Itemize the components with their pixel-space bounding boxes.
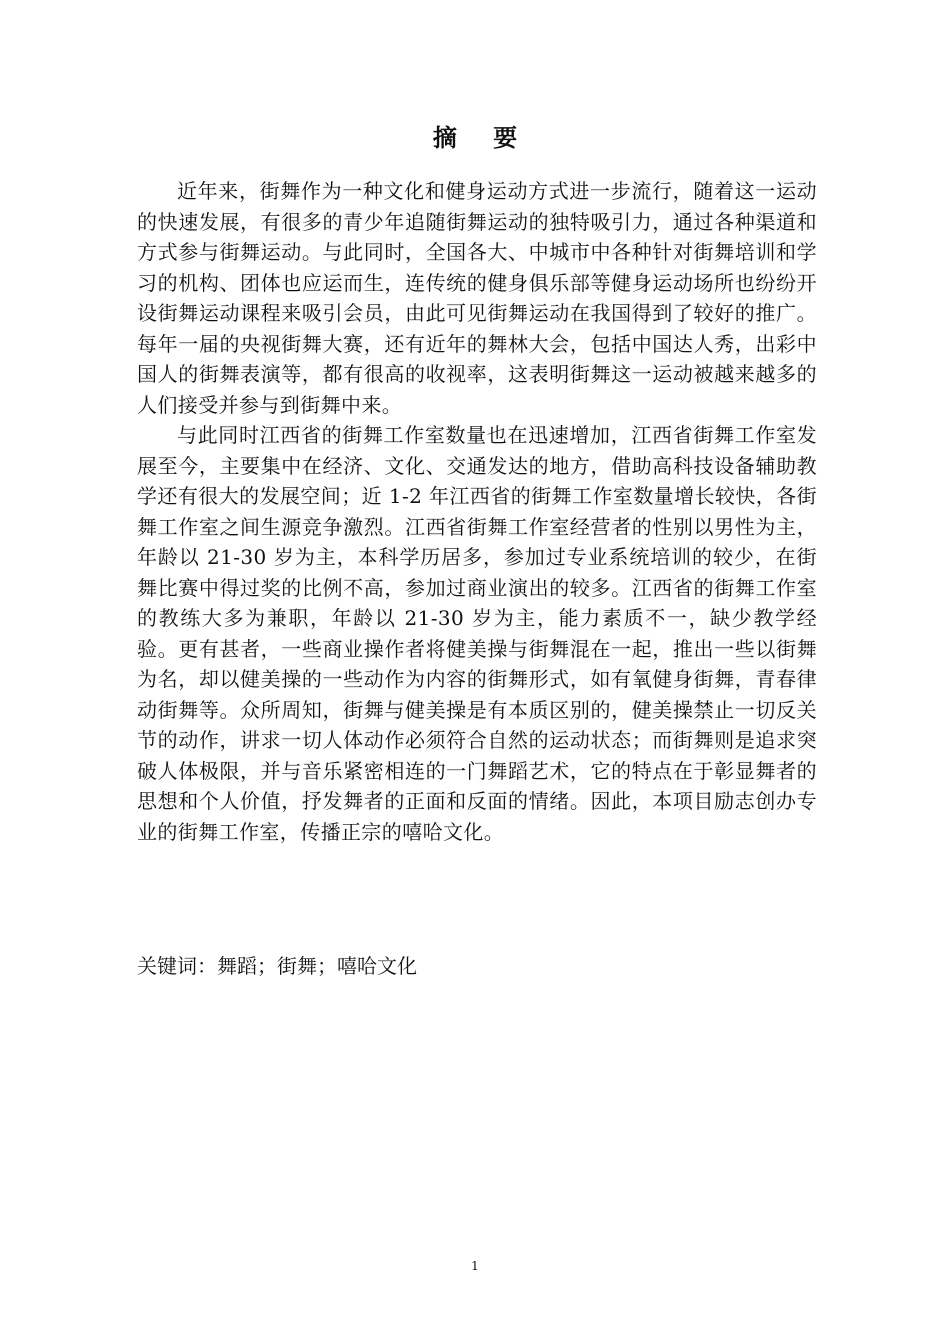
abstract-body — [137, 176, 817, 847]
abstract-paragraph-1: 近年来，街舞作为一种文化和健身运动方式进一步流行，随着这一运动的快速发展，有很多的青少年追随街舞运动的独特吸引力，通过各种渠道和方式参与街舞运动。与此同时，全国各大、中城市中各种针对街舞培训和学习的机构、团体也应运而生，连传统的健身俱乐部等健身运动场所也纷纷开设街舞运动课程来吸引会员，由此可见街舞运动在我国得到了较好的推广。每年一届的央视街舞大赛，还有近年的舞林大会，包括中国达人秀，出彩中国人的街舞表演等，都有很高的收视率，这表明街舞这一运动被越来越多的人们接受并参与到街舞中来。 — [137, 179, 817, 417]
page-title: 摘 要 — [432, 123, 532, 152]
keywords-line: 关键词：舞蹈；街舞；嘻哈文化 — [137, 954, 417, 978]
page-number: 1 — [471, 1259, 479, 1273]
abstract-paragraph-2: 与此同时江西省的街舞工作室数量也在迅速增加，江西省街舞工作室发展至今，主要集中在经济、文化、交通发达的地方，借助高科技设备辅助教学还有很大的发展空间；近 1-2 年江西省的街舞工作室数量增长较快，各街舞工作室之间生源竞争激烈。江西省街舞工作室经营者的性别以男性为主，年龄以 21-30 岁为主，本科学历居多，参加过专业系统培训的较少，在街舞比赛中得过奖的比例不高，参加过商业演出的较多。江西省的街舞工作室的教练大多为兼职，年龄以 21-30 岁为主，能力素质不一，缺少教学经验。更有甚者，一些商业操作者将健美操与街舞混在一起，推出一些以街舞为名，却以健美操的一些动作为内容的街舞形式，如有氧健身街舞，青春律动街舞等。众所周知，街舞与健美操是有本质区别的，健美操禁止一切反关节的动作，讲求一切人体动作必须符合自然的运动状态；而街舞则是追求突破人体极限，并与音乐紧密相连的一门舞蹈艺术，它的特点在于彰显舞者的思想和个人价值，抒发舞者的正面和反面的情绪。因此，本项目励志创办专业的街舞工作室，传播正宗的嘻哈文化。 — [137, 423, 817, 844]
